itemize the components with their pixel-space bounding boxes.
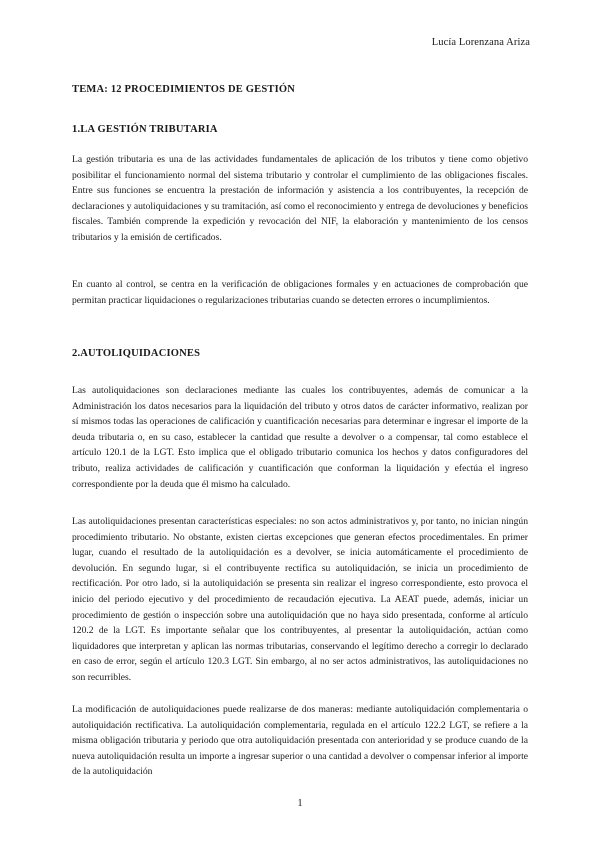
author-name: Lucía Lorenzana Ariza [431,37,530,48]
topic-title: TEMA: 12 PROCEDIMIENTOS DE GESTIÓN [72,84,296,95]
paragraph: Las autoliquidaciones son declaraciones mediante las cuales los contribuyentes, además de comunicar a la Administración los datos necesarios para la liquidación del tributo y otros datos de carácter informativo, realizan por sí mismos todas las operaciones de calificación y cuantificación necesarias para determinar e ingresar el importe de la deuda tributaria o, en su caso, establecer la cantidad que resulte a devolver o a compensar, tal como establece el artículo 120.1 de la LGT. Esto implica que el obligado tributario comunica los hechos y datos configuradores del tributo, realiza actividades de calificación y cuantificación que conforman la liquidación y efectúa el ingreso correspondiente por la deuda que él mismo ha calculado. [72,385,528,490]
paragraph: La gestión tributaria es una de las actividades fundamentales de aplicación de los tributos y tiene como objetivo posibilitar el funcionamiento normal del sistema tributario y controlar el cumplimiento de las obligaciones fiscales. Entre sus funciones se encuentra la prestación de información y asistencia a los contribuyentes, la recepción de declaraciones y autoliquidaciones y su tramitación, así como el reconocimiento y entrega de devoluciones y beneficios fiscales. También comprende la expedición y revocación del NIF, la elaboración y mantenimiento de los censos tributarios y la emisión de certificados. [72,154,528,243]
paragraph: En cuanto al control, se centra en la verificación de obligaciones formales y en actuaciones de comprobación que permitan practicar liquidaciones o regularizaciones tributarias cuando se detecten errores o incumplimientos. [72,279,528,306]
section-heading-autoliquidaciones: 2.AUTOLIQUIDACIONES [72,348,201,359]
page-number: 1 [297,798,303,809]
paragraph: Las autoliquidaciones presentan características especiales: no son actos administrativos y, por tanto, no inician ningún procedimiento tributario. No obstante, existen ciertas excepciones que generan efectos procedimentales. En primer lugar, cuando el resultado de la autoliquidación es a devolver, se inicia automáticamente el procedimiento de devolución. En segundo lugar, si el contribuyente rectifica su autoliquidación, se inicia un procedimiento de rectificación. Por otro lado, si la autoliquidación se presenta sin realizar el ingreso correspondiente, esto provoca el inicio del periodo ejecutivo y del procedimiento de recaudación ejecutiva. La AEAT puede, además, iniciar un procedimiento de gestión o inspección sobre una autoliquidación que no haya sido presentada, conforme al artículo 120.2 de la LGT. Es importante señalar que los contribuyentes, al presentar la autoliquidación, actúan como liquidadores que interpretan y aplican las normas tributarias, conservando el legítimo derecho a corregir lo declarado en caso de error, según el artículo 120.3 LGT. Sin embargo, al no ser actos administrativos, las autoliquidaciones no son recurribles. [72,516,528,683]
section-heading-gestion-tributaria: 1.LA GESTIÓN TRIBUTARIA [72,124,218,135]
paragraph: La modificación de autoliquidaciones puede realizarse de dos maneras: mediante autoliquidación complementaria o autoliquidación rectificativa. La autoliquidación complementaria, regulada en el artículo 122.2 LGT, se refiere a la misma obligación tributaria y periodo que otra autoliquidación presentada con anterioridad y se produce cuando de la nueva autoliquidación resulta un importe a ingresar superior o una cantidad a devolver o compensar inferior al importe de la autoliquidación [72,704,528,778]
